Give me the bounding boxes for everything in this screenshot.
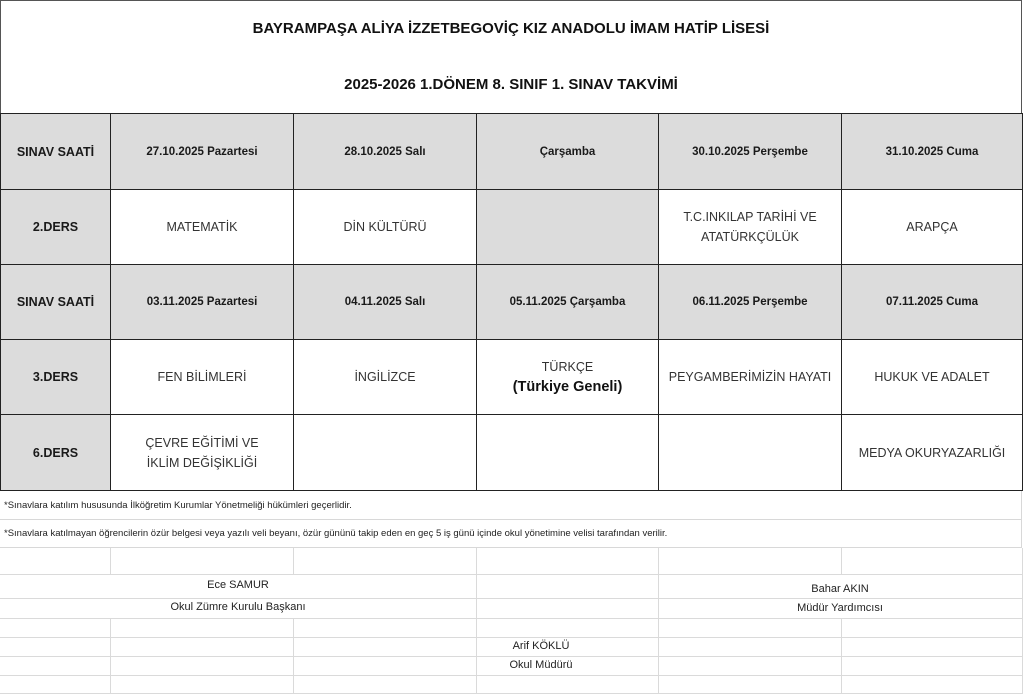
exam-cell: PEYGAMBERİMİZİN HAYATI bbox=[659, 340, 842, 415]
exam-cell-empty bbox=[477, 415, 659, 491]
week1-day-header: Çarşamba bbox=[477, 114, 659, 190]
week2-time-label: SINAV SAATİ bbox=[1, 265, 111, 340]
exam-schedule-table bbox=[0, 113, 1023, 491]
week2-day-header: 04.11.2025 Salı bbox=[294, 265, 477, 340]
week2-day-header: 05.11.2025 Çarşamba bbox=[477, 265, 659, 340]
signer-name: Bahar AKIN bbox=[811, 583, 869, 595]
exam-cell-empty bbox=[477, 190, 659, 265]
exam-cell: HUKUK VE ADALET bbox=[842, 340, 1023, 415]
signer-title: Okul Zümre Kurulu Başkanı bbox=[170, 601, 306, 613]
gridline bbox=[0, 656, 1022, 657]
exam-cell: İNGİLİZCE bbox=[294, 340, 477, 415]
exam-cell-empty bbox=[294, 415, 477, 491]
exam-subject: TÜRKÇE bbox=[541, 360, 594, 374]
exam-cell: FEN BİLİMLERİ bbox=[111, 340, 294, 415]
exam-cell: ARAPÇA bbox=[842, 190, 1023, 265]
gridline bbox=[110, 548, 111, 574]
week1-day-header: 30.10.2025 Perşembe bbox=[659, 114, 842, 190]
exam-cell: MEDYA OKURYAZARLIĞI bbox=[842, 415, 1023, 491]
exam-cell: DİN KÜLTÜRÜ bbox=[294, 190, 477, 265]
week1-day-header: 27.10.2025 Pazartesi bbox=[111, 114, 294, 190]
gridline bbox=[1022, 548, 1023, 694]
exam-cell: MATEMATİK bbox=[111, 190, 294, 265]
gridline bbox=[0, 598, 1022, 599]
period-label-3-ders: 3.DERS bbox=[1, 340, 111, 415]
week2-day-header: 07.11.2025 Cuma bbox=[842, 265, 1023, 340]
exam-cell-turkce bbox=[477, 340, 659, 415]
gridline bbox=[841, 548, 842, 574]
gridline bbox=[476, 548, 477, 694]
exam-cell: T.C.INKILAP TARİHİ VE ATATÜRKÇÜLÜK bbox=[659, 190, 842, 265]
period-label-2-ders: 2.DERS bbox=[1, 190, 111, 265]
gridline bbox=[658, 548, 659, 694]
signer-name: Ece SAMUR bbox=[207, 579, 269, 591]
signer-title: Okul Müdürü bbox=[509, 659, 573, 671]
schedule-title: 2025-2026 1.DÖNEM 8. SINIF 1. SINAV TAKVİMİ bbox=[0, 56, 1022, 114]
note-excuse-document: *Sınavlara katılmayan öğrencilerin özür belgesi veya yazılı veli beyanı, özür gününü takip eden en geç 5 iş günü içinde okul yönetimine velisi tarafından verilir. bbox=[0, 520, 1022, 548]
gridline bbox=[0, 574, 1022, 575]
week1-day-header: 31.10.2025 Cuma bbox=[842, 114, 1023, 190]
signer-name: Arif KÖKLÜ bbox=[512, 640, 570, 652]
week2-day-header: 03.11.2025 Pazartesi bbox=[111, 265, 294, 340]
gridline bbox=[293, 548, 294, 574]
gridline bbox=[841, 618, 842, 694]
gridline bbox=[0, 618, 1022, 619]
week2-day-header: 06.11.2025 Perşembe bbox=[659, 265, 842, 340]
period-label-6-ders: 6.DERS bbox=[1, 415, 111, 491]
signer-title: Müdür Yardımcısı bbox=[797, 602, 883, 614]
school-name-title: BAYRAMPAŞA ALİYA İZZETBEGOVİÇ KIZ ANADOLU İMAM HATİP LİSESİ bbox=[0, 0, 1022, 57]
gridline bbox=[0, 675, 1022, 676]
note-regulation: *Sınavlara katılım hususunda İlköğretim Kurumlar Yönetmeliği hükümleri geçerlidir. bbox=[0, 491, 1022, 520]
gridline bbox=[293, 618, 294, 694]
exam-scope-note: (Türkiye Geneli) bbox=[512, 379, 623, 395]
gridline bbox=[110, 618, 111, 694]
week1-time-label: SINAV SAATİ bbox=[1, 114, 111, 190]
exam-cell: ÇEVRE EĞİTİMİ VE İKLİM DEĞİŞİKLİĞİ bbox=[111, 415, 294, 491]
week1-day-header: 28.10.2025 Salı bbox=[294, 114, 477, 190]
gridline bbox=[0, 637, 1022, 638]
exam-cell-empty bbox=[659, 415, 842, 491]
